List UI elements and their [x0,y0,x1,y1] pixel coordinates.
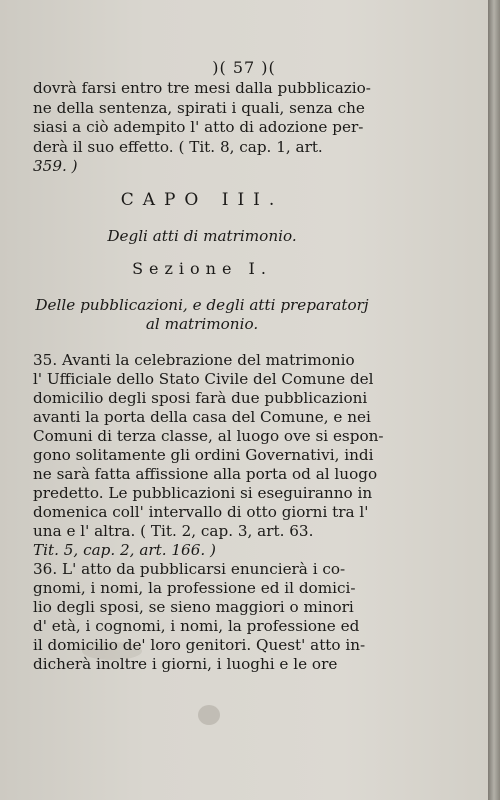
paper-stain [198,705,220,725]
article-35-line: una e l' altra. ( Tit. 2, cap. 3, art. 63. [33,522,314,540]
article-35-line: predetto. Le pubblicazioni si eseguiranno in [33,484,373,502]
article-35-line: ne sarà fatta affissione alla porta od al luogo [33,465,378,483]
chapter-heading: CAPO III. [120,190,284,210]
article-36-line: il domicilio de' loro genitori. Quest' atto in- [33,636,366,654]
text-line: 359. ) [33,157,78,175]
article-36-line: dicherà inoltre i giorni, i luoghi e le ore [33,655,338,673]
section-title-line: Delle pubblicazioni, e degli atti preparatorj [35,296,369,314]
text-line: siasi a ciò adempito l' atto di adozione per- [33,118,364,136]
chapter-subtitle: Degli atti di matrimonio. [107,227,297,245]
article-35-line: 35. Avanti la celebrazione del matrimonio [33,351,355,369]
page-edge [488,0,500,800]
article-35-line: Tit. 5, cap. 2, art. 166. ) [33,541,216,559]
article-36-line: d' età, i cognomi, i nomi, la professione ed [33,617,360,635]
article-35-line: Comuni di terza classe, al luogo ove si espon- [33,427,384,445]
article-35-line: gono solitamente gli ordini Governativi, indi [33,446,374,464]
article-36-line: 36. L' atto da pubblicarsi enuncierà i co- [33,560,346,578]
text-line: derà il suo effetto. ( Tit. 8, cap. 1, art. [33,138,323,156]
text-line: dovrà farsi entro tre mesi dalla pubblicazio- [33,79,371,97]
article-35-line: avanti la porta della casa del Comune, e nei [33,408,371,426]
article-35-line: l' Ufficiale dello Stato Civile del Comune del [33,370,374,388]
text-line: ne della sentenza, spirati i quali, senza che [33,99,365,117]
article-36-line: lio degli sposi, se sieno maggiori o minori [33,598,354,616]
article-35-line: domicilio degli sposi farà due pubblicazioni [33,389,368,407]
page-number: )( 57 )( [212,58,276,77]
section-title-line: al matrimonio. [145,315,259,333]
article-36-line: gnomi, i nomi, la professione ed il domici- [33,579,356,597]
article-35-line: domenica coll' intervallo di otto giorni tra l' [33,503,369,521]
section-heading: Sezione I. [132,259,272,278]
